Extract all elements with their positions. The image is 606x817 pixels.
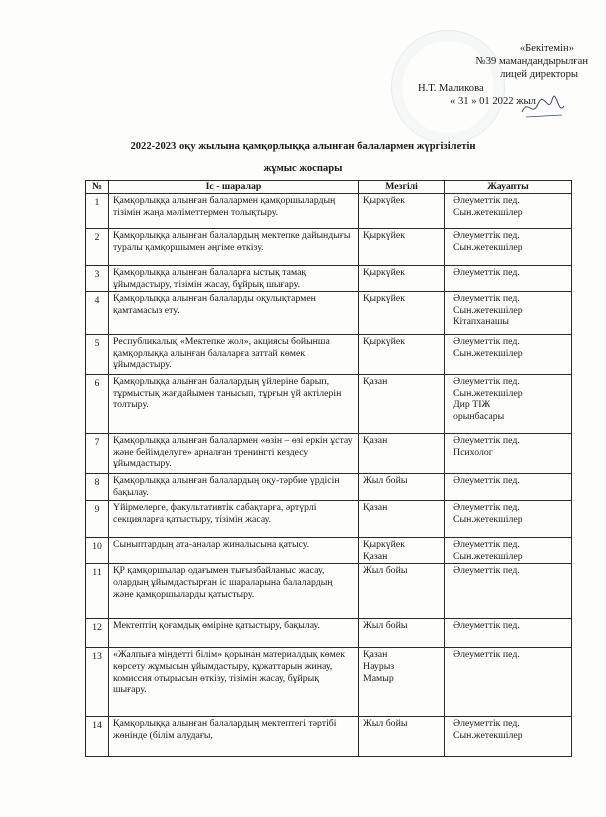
row-number: 7 (86, 434, 109, 474)
row-task: ҚР қамқоршылар одағымен тығызбайланыс жасау, олардың ұйымдастырған іс шараларына балалардың және қамқоршыларды қатыстыру. (109, 564, 359, 619)
time-value: Қыркүйек (363, 195, 406, 206)
table-row (86, 648, 572, 717)
time-value: Қазан (363, 649, 388, 661)
row-task: Үйірмелерге, факультативтік сабақтарға, әртүрлі секцияларға қатыстыру, тізімін жасау. (109, 501, 359, 538)
row-number: 4 (86, 292, 109, 335)
row-time (359, 564, 445, 619)
row-responsible (445, 474, 572, 501)
responsible-value: Әлеуметтік пед. (453, 475, 520, 487)
table-row (86, 538, 572, 564)
time-value: Жыл бойы (363, 475, 408, 487)
row-task: Қамқорлыққа алынған балалардың оқу-тәрбие үрдісін бақылау. (109, 474, 359, 501)
time-value: Наурыз (363, 660, 395, 672)
table-row (86, 292, 572, 335)
row-responsible (445, 335, 572, 375)
table-row (86, 434, 572, 474)
row-time (359, 229, 445, 266)
row-responsible (445, 619, 572, 648)
row-task: «Жалпыға міндетті білім» қорынан материалдық көмек көрсету жұмысын ұйымдастыру, құжаттарын жинау, комиссия отырысын өткізу, тізімін жасау, бұйрық шығару. (109, 648, 359, 717)
responsible-value: Әлеуметтік пед. (453, 620, 520, 632)
row-responsible (445, 717, 572, 757)
row-time (359, 266, 445, 292)
responsible-value: Сын.жетекшілер (453, 550, 523, 562)
responsible-value: Әлеуметтік пед. (453, 376, 520, 388)
time-value: Қыркүйек (363, 539, 406, 551)
row-number: 11 (86, 564, 109, 619)
row-number: 14 (86, 717, 109, 757)
responsible-value: Сын.жетекшілер (453, 304, 523, 316)
time-value: Қыркүйек (363, 293, 406, 305)
responsible-value: Сын.жетекшілер (453, 729, 523, 741)
time-value: Жыл бойы (363, 620, 408, 632)
time-value: Жыл бойы (363, 565, 408, 577)
row-number: 8 (86, 474, 109, 501)
responsible-value: Әлеуметтік пед. (453, 539, 520, 551)
responsible-value: Әлеуметтік пед. (453, 502, 520, 514)
time-value: Мамыр (363, 672, 394, 684)
row-number: 2 (86, 229, 109, 266)
plan-table (85, 180, 572, 757)
row-task: Қамқорлыққа алынған балалардың мектепке дайындығы туралы қамқоршымен әңгіме өткізу. (109, 229, 359, 266)
header-time: Мезгілі (359, 181, 445, 194)
row-responsible (445, 648, 572, 717)
table-row (86, 335, 572, 375)
responsible-value: Әлеуметтік пед. (453, 649, 520, 661)
responsible-value: Әлеуметтік пед. (453, 435, 520, 447)
row-time (359, 335, 445, 375)
row-time (359, 538, 445, 564)
responsible-value: Әлеуметтік пед. (453, 267, 520, 278)
row-time (359, 434, 445, 474)
row-task: Қамқорлыққа алынған балалармен қамқоршылардың тізімін жаңа мәліметтермен толықтыру. (109, 194, 359, 229)
row-responsible (445, 266, 572, 292)
document-subtitle: жұмыс жоспары (263, 163, 343, 174)
row-task: Мектептің қоғамдық өміріне қатыстыру, бақылау. (109, 619, 359, 648)
header-task: Іс - шаралар (109, 181, 359, 194)
row-responsible (445, 501, 572, 538)
approval-block (412, 42, 588, 108)
responsible-value: Әлеуметтік пед. (453, 230, 520, 241)
table-row (86, 194, 572, 229)
table-header-row (86, 181, 572, 194)
time-value: Қыркүйек (363, 267, 406, 278)
row-task: Қамқорлыққа алынған балалардың мектептегі тәртібі жөнінде (білім алудағы, (109, 717, 359, 757)
row-number: 5 (86, 335, 109, 375)
responsible-value: Сын.жетекшілер (453, 206, 523, 218)
row-task: Қамқорлыққа алынған балаларды оқулықтармен қамтамасыз ету. (109, 292, 359, 335)
header-responsible: Жауапты (445, 181, 572, 194)
row-time (359, 648, 445, 717)
approval-name: Н.Т. Маликова (418, 82, 484, 94)
responsible-value: Дир ТІЖ (453, 399, 491, 411)
responsible-value: орынбасары (453, 410, 505, 422)
table-row (86, 619, 572, 648)
time-value: Жыл бойы (363, 718, 408, 730)
row-responsible (445, 564, 572, 619)
row-task: Республикалық «Мектепке жол», акциясы бойынша қамқорлыққа алынған балаларға заттай көмек ұйымдастыру. (109, 335, 359, 375)
responsible-value: Кітапханашы (453, 316, 509, 328)
row-responsible (445, 229, 572, 266)
row-time (359, 717, 445, 757)
row-number: 12 (86, 619, 109, 648)
table-row (86, 501, 572, 538)
responsible-value: Әлеуметтік пед. (453, 293, 520, 305)
time-value: Қыркүйек (363, 336, 406, 348)
table-row (86, 564, 572, 619)
responsible-value: Әлеуметтік пед. (453, 336, 520, 348)
table-row (86, 229, 572, 266)
table-row (86, 266, 572, 292)
row-number: 10 (86, 538, 109, 564)
approval-date: « 31 » 01 2022 жыл (450, 95, 536, 107)
approval-organization: №39 мамандандырылған (475, 56, 588, 68)
header-number: № (86, 181, 109, 194)
responsible-value: Сын.жетекшілер (453, 387, 523, 399)
responsible-value: Сын.жетекшілер (453, 513, 523, 525)
responsible-value: Әлеуметтік пед. (453, 195, 520, 206)
table-row (86, 717, 572, 757)
row-responsible (445, 194, 572, 229)
row-responsible (445, 434, 572, 474)
row-responsible (445, 292, 572, 335)
responsible-value: Әлеуметтік пед. (453, 565, 520, 577)
row-task: Сыныптардың ата-аналар жиналысына қатысу. (109, 538, 359, 564)
row-number: 1 (86, 194, 109, 229)
row-time (359, 474, 445, 501)
time-value: Қазан (363, 550, 388, 562)
time-value: Қазан (363, 376, 388, 388)
responsible-value: Әлеуметтік пед. (453, 718, 520, 730)
row-task: Қамқорлыққа алынған балалардың үйлеріне барып, тұрмыстық жағдайымен танысып, тұрғын үй актілерін толтыру. (109, 375, 359, 434)
responsible-value: Сын.жетекшілер (453, 241, 523, 253)
table-row (86, 474, 572, 501)
row-time (359, 619, 445, 648)
approval-title: «Бекітемін» (519, 43, 574, 54)
row-responsible (445, 375, 572, 434)
row-time (359, 375, 445, 434)
time-value: Қыркүйек (363, 230, 406, 241)
time-value: Қазан (363, 435, 388, 447)
responsible-value: Сын.жетекшілер (453, 347, 523, 359)
row-number: 13 (86, 648, 109, 717)
approval-role: лицей директоры (500, 69, 578, 81)
responsible-value: Психолог (453, 446, 493, 458)
row-time (359, 501, 445, 538)
row-time (359, 194, 445, 229)
row-task: Қамқорлыққа алынған балаларға ыстық тамақ ұйымдастыру, тізімін жасау, бұйрық шығару. (109, 266, 359, 292)
row-number: 9 (86, 501, 109, 538)
row-responsible (445, 538, 572, 564)
time-value: Қазан (363, 502, 388, 514)
row-number: 6 (86, 375, 109, 434)
row-time (359, 292, 445, 335)
document-title: 2022-2023 оқу жылына қамқорлыққа алынған балалармен жүргізілетін (130, 141, 476, 152)
row-task: Қамқорлыққа алынған балалармен «өзін – өзі еркін ұстау және бейімделуге» арналған тренингті кездесу ұйымдастыру. (109, 434, 359, 474)
table-row (86, 375, 572, 434)
row-number: 3 (86, 266, 109, 292)
